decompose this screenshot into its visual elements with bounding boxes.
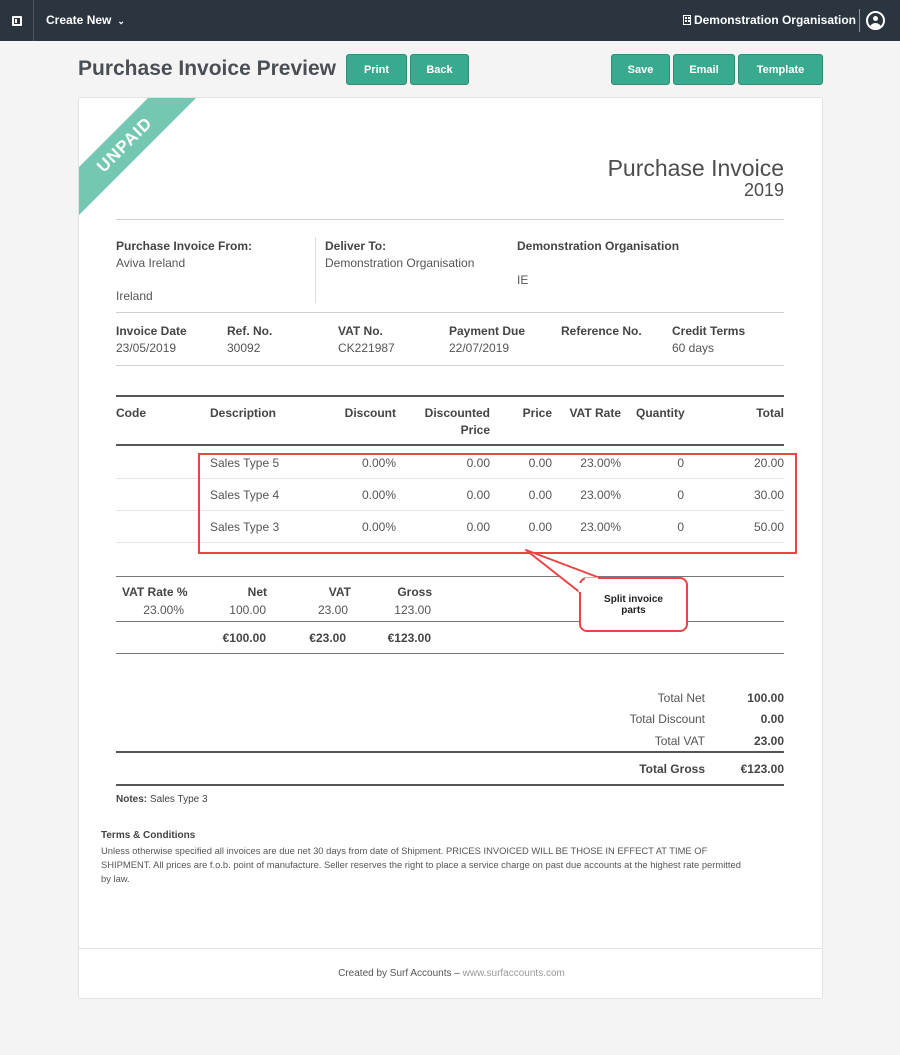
line-price: 0.00 bbox=[528, 488, 552, 502]
total-vat-label: Total VAT bbox=[654, 734, 705, 748]
sidebar-toggle-icon[interactable] bbox=[0, 0, 34, 41]
terms-line: by law. bbox=[101, 873, 130, 884]
callout-line: Split invoice bbox=[604, 593, 663, 605]
vat-total-gross: €123.00 bbox=[387, 631, 431, 645]
total-discount-value: 0.00 bbox=[760, 712, 784, 726]
user-avatar-icon[interactable] bbox=[866, 11, 885, 30]
meta-value-vat-no: CK221987 bbox=[338, 341, 395, 355]
line-vat-rate: 23.00% bbox=[580, 520, 621, 534]
col-discounted-line2: Price bbox=[460, 423, 490, 437]
deliver-label: Deliver To: bbox=[325, 239, 387, 253]
building-icon bbox=[683, 15, 691, 25]
footer-link[interactable]: www.surfaccounts.com bbox=[462, 968, 565, 979]
callout-line: parts bbox=[621, 604, 646, 616]
col-discounted-line1: Discounted bbox=[424, 406, 490, 420]
line-discount: 0.00% bbox=[361, 488, 396, 502]
line-description: Sales Type 4 bbox=[210, 488, 280, 502]
table-header-rule bbox=[116, 444, 784, 446]
meta-label-reference-no: Reference No. bbox=[561, 324, 642, 338]
meta-value-ref-no: 30092 bbox=[227, 341, 261, 355]
divider bbox=[116, 653, 784, 654]
terms-line: Unless otherwise specified all invoices are due net 30 days from date of Shipment. PRICES INVOICED WILL BE THOSE IN EFFECT AT TIME OF bbox=[101, 845, 708, 856]
total-vat-value: 23.00 bbox=[753, 734, 784, 748]
print-button[interactable]: Print bbox=[346, 54, 407, 85]
meta-label-ref-no: Ref. No. bbox=[227, 324, 273, 338]
line-vat-rate: 23.00% bbox=[580, 456, 621, 470]
total-discount-label: Total Discount bbox=[629, 712, 705, 726]
organisation-switcher[interactable] bbox=[683, 13, 856, 27]
terms-text bbox=[101, 844, 801, 886]
meta-label-payment-due: Payment Due bbox=[449, 324, 526, 338]
footer-divider bbox=[79, 948, 823, 949]
line-discounted-price: 0.00 bbox=[466, 488, 490, 502]
org-name: Demonstration Organisation bbox=[517, 239, 680, 253]
line-discount: 0.00% bbox=[361, 456, 396, 470]
vat-total-net: €100.00 bbox=[222, 631, 266, 645]
back-button[interactable]: Back bbox=[410, 54, 469, 85]
vat-col-rate: VAT Rate % bbox=[122, 585, 188, 599]
template-button[interactable]: Template bbox=[738, 54, 823, 85]
total-gross-label: Total Gross bbox=[639, 762, 705, 776]
divider bbox=[116, 312, 784, 313]
notes-label: Notes: bbox=[116, 794, 148, 805]
vat-row-vat: 23.00 bbox=[317, 603, 348, 617]
line-quantity: 0 bbox=[677, 520, 684, 534]
terms-title: Terms & Conditions bbox=[101, 830, 196, 841]
meta-label-credit-terms: Credit Terms bbox=[672, 324, 746, 338]
line-price: 0.00 bbox=[528, 520, 552, 534]
meta-label-vat-no: VAT No. bbox=[338, 324, 383, 338]
invoice-title: Purchase Invoice bbox=[607, 155, 784, 181]
vat-total-vat: €23.00 bbox=[309, 631, 346, 645]
line-discounted-price: 0.00 bbox=[466, 520, 490, 534]
email-button[interactable]: Email bbox=[673, 54, 735, 85]
line-discount: 0.00% bbox=[361, 520, 396, 534]
line-total: 30.00 bbox=[753, 488, 784, 502]
col-total: Total bbox=[756, 406, 784, 420]
invoice-year: 2019 bbox=[743, 180, 784, 200]
top-navbar bbox=[0, 0, 900, 41]
from-name: Aviva Ireland bbox=[116, 256, 186, 270]
org-country: IE bbox=[517, 273, 529, 287]
chevron-down-icon: ⌄ bbox=[117, 16, 125, 26]
notes bbox=[116, 794, 208, 805]
total-net-value: 100.00 bbox=[747, 691, 784, 705]
deliver-name: Demonstration Organisation bbox=[325, 256, 475, 270]
col-discount: Discount bbox=[344, 406, 396, 420]
from-country: Ireland bbox=[116, 289, 153, 303]
line-total: 50.00 bbox=[753, 520, 784, 534]
line-price: 0.00 bbox=[528, 456, 552, 470]
line-description: Sales Type 3 bbox=[210, 520, 280, 534]
line-total: 20.00 bbox=[753, 456, 784, 470]
split-parts-highlight bbox=[198, 453, 797, 554]
col-vat-rate: VAT Rate bbox=[569, 406, 621, 420]
create-new-menu[interactable] bbox=[46, 13, 125, 27]
create-new-label: Create New bbox=[46, 13, 112, 27]
line-vat-rate: 23.00% bbox=[580, 488, 621, 502]
meta-label-invoice-date: Invoice Date bbox=[116, 324, 187, 338]
line-description: Sales Type 5 bbox=[210, 456, 280, 470]
notes-text: Sales Type 3 bbox=[149, 794, 208, 805]
status-ribbon: UNPAID bbox=[78, 97, 201, 221]
address-divider bbox=[315, 237, 316, 303]
total-gross-value: €123.00 bbox=[740, 762, 784, 776]
vat-row-net: 100.00 bbox=[229, 603, 266, 617]
totals-rule bbox=[116, 784, 784, 786]
navbar-divider bbox=[859, 9, 860, 32]
vat-col-gross: Gross bbox=[397, 585, 432, 599]
vat-row-rate: 23.00% bbox=[143, 603, 184, 617]
table-top-rule bbox=[116, 395, 784, 397]
from-label: Purchase Invoice From: bbox=[116, 239, 253, 253]
col-description: Description bbox=[210, 406, 277, 420]
meta-value-payment-due: 22/07/2019 bbox=[449, 341, 510, 355]
footer-credit bbox=[79, 968, 823, 979]
line-quantity: 0 bbox=[677, 456, 684, 470]
footer-text: Created by Surf Accounts – bbox=[338, 968, 463, 979]
col-quantity: Quantity bbox=[636, 406, 685, 420]
save-button[interactable]: Save bbox=[611, 54, 670, 85]
meta-value-invoice-date: 23/05/2019 bbox=[116, 341, 177, 355]
organisation-name: Demonstration Organisation bbox=[693, 13, 856, 27]
terms-line: SHIPMENT. All prices are f.o.b. point of manufacture. Seller reserves the right to place a service charge on past due accounts at the highest rate permitted bbox=[101, 859, 741, 870]
page-title: Purchase Invoice Preview bbox=[78, 57, 336, 80]
vat-row-gross: 123.00 bbox=[394, 603, 431, 617]
line-quantity: 0 bbox=[677, 488, 684, 502]
vat-col-vat: VAT bbox=[328, 585, 351, 599]
divider bbox=[116, 219, 784, 220]
split-invoice-callout bbox=[579, 577, 688, 632]
col-price: Price bbox=[522, 406, 552, 420]
total-net-label: Total Net bbox=[657, 691, 705, 705]
divider bbox=[116, 365, 784, 366]
meta-value-credit-terms: 60 days bbox=[672, 341, 715, 355]
vat-col-net: Net bbox=[247, 585, 267, 599]
line-discounted-price: 0.00 bbox=[466, 456, 490, 470]
divider bbox=[116, 576, 784, 577]
totals-rule bbox=[116, 751, 784, 753]
col-code: Code bbox=[116, 406, 146, 420]
